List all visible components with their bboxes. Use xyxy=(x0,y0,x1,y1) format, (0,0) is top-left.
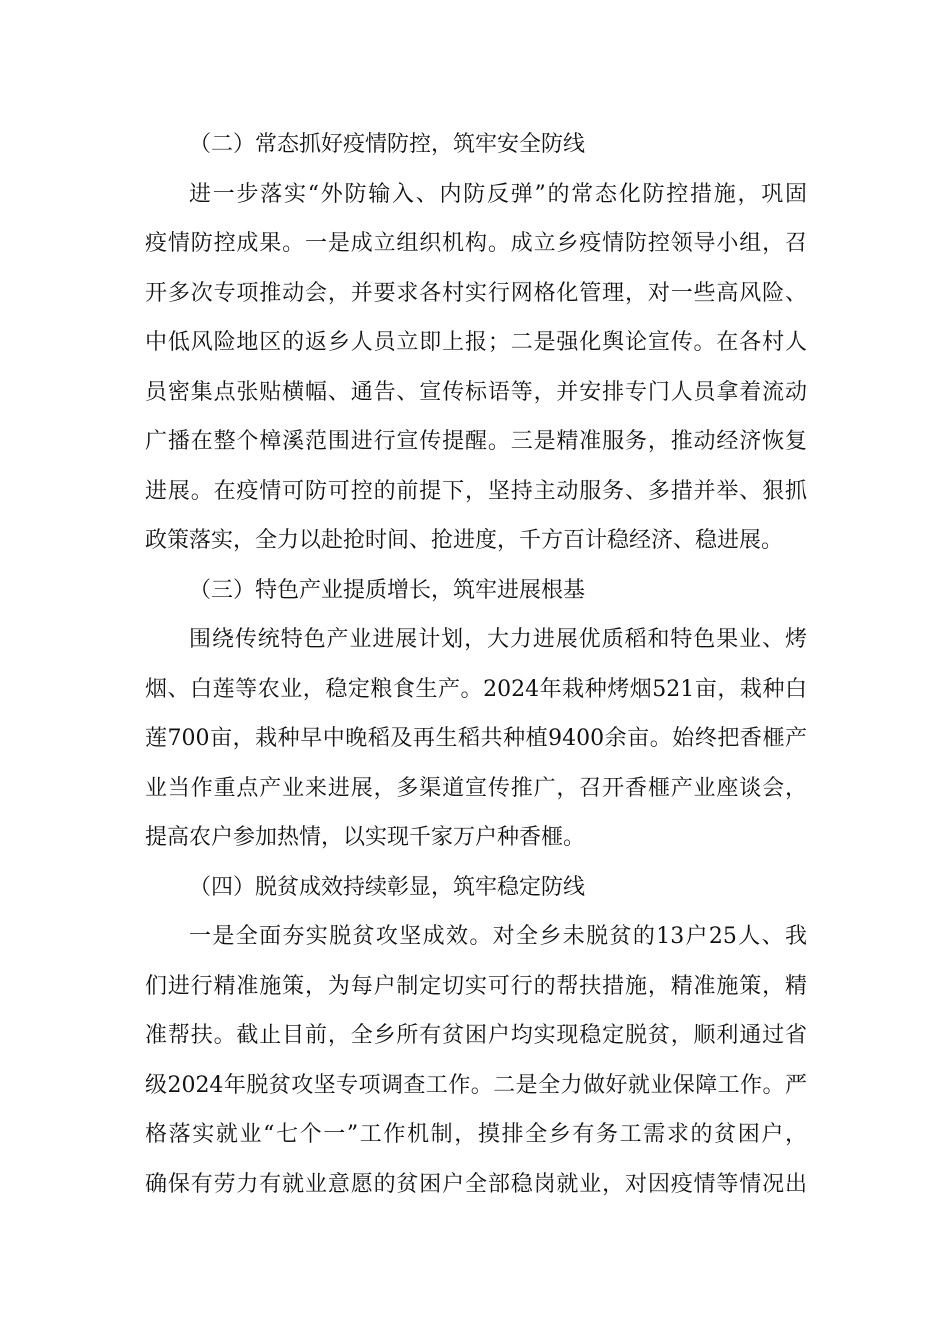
paragraph-line: 格落实就业“七个一”工作机制，摸排全乡有务工需求的贫困户， xyxy=(145,1122,807,1147)
paragraph-line: 一是全面夯实脱贫攻坚成效。对全乡未脱贫的13户25人、我 xyxy=(189,924,807,949)
paragraph-line: 烟、白莲等农业，稳定粮食生产。2024年栽种烤烟521亩，栽种白 xyxy=(145,676,807,702)
paragraph-line: 确保有劳力有就业意愿的贫困户全部稳岗就业，对因疫情等情况出 xyxy=(145,1171,807,1197)
paragraph-line: 员密集点张贴横幅、通告、宣传标语等，并安排专门人员拿着流动 xyxy=(145,379,807,405)
paragraph-line: 莲700亩，栽种早中晚稻及再生稻共种植9400余亩。始终把香榧产 xyxy=(145,726,807,751)
paragraph-line: 进一步落实“外防输入、内防反弹”的常态化防控措施，巩固 xyxy=(189,181,807,207)
paragraph-line: 广播在整个樟溪范围进行宣传提醒。三是精准服务，推动经济恢复 xyxy=(145,429,807,454)
paragraph-line: 政策落实，全力以赴抢时间、抢进度，千方百计稳经济、稳进展。 xyxy=(145,528,784,553)
paragraph-line: 级2024年脱贫攻坚专项调查工作。二是全力做好就业保障工作。严 xyxy=(145,1072,807,1098)
paragraph-line: 围绕传统特色产业进展计划，大力进展优质稻和特色果业、烤 xyxy=(189,627,807,652)
paragraph-line: 们进行精准施策，为每户制定切实可行的帮扶措施，精准施策，精 xyxy=(145,973,807,999)
paragraph-line: 疫情防控成果。一是成立组织机构。成立乡疫情防控领导小组，召 xyxy=(145,231,807,256)
paragraph-line: 进展。在疫情可防可控的前提下，坚持主动服务、多措并举、狠抓 xyxy=(145,478,807,504)
document-page xyxy=(145,120,807,1209)
section-heading-3: （三）特色产业提质增长，筑牢进展根基 xyxy=(189,577,586,603)
paragraph-line: 开多次专项推动会，并要求各村实行网格化管理，对一些高风险、 xyxy=(145,280,807,306)
section-heading-4: （四）脱贫成效持续彰显，筑牢稳定防线 xyxy=(189,874,586,900)
paragraph-line: 提高农户参加热情，以实现千家万户种香榧。 xyxy=(145,825,586,850)
paragraph-line: 中低风险地区的返乡人员立即上报；二是强化舆论宣传。在各村人 xyxy=(145,330,807,355)
section-heading-2: （二）常态抓好疫情防控，筑牢安全防线 xyxy=(189,132,586,157)
paragraph-line: 准帮扶。截止目前，全乡所有贫困户均实现稳定脱贫，顺利通过省 xyxy=(145,1023,807,1048)
paragraph-line: 业当作重点产业来进展，多渠道宣传推广，召开香榧产业座谈会， xyxy=(145,775,807,801)
